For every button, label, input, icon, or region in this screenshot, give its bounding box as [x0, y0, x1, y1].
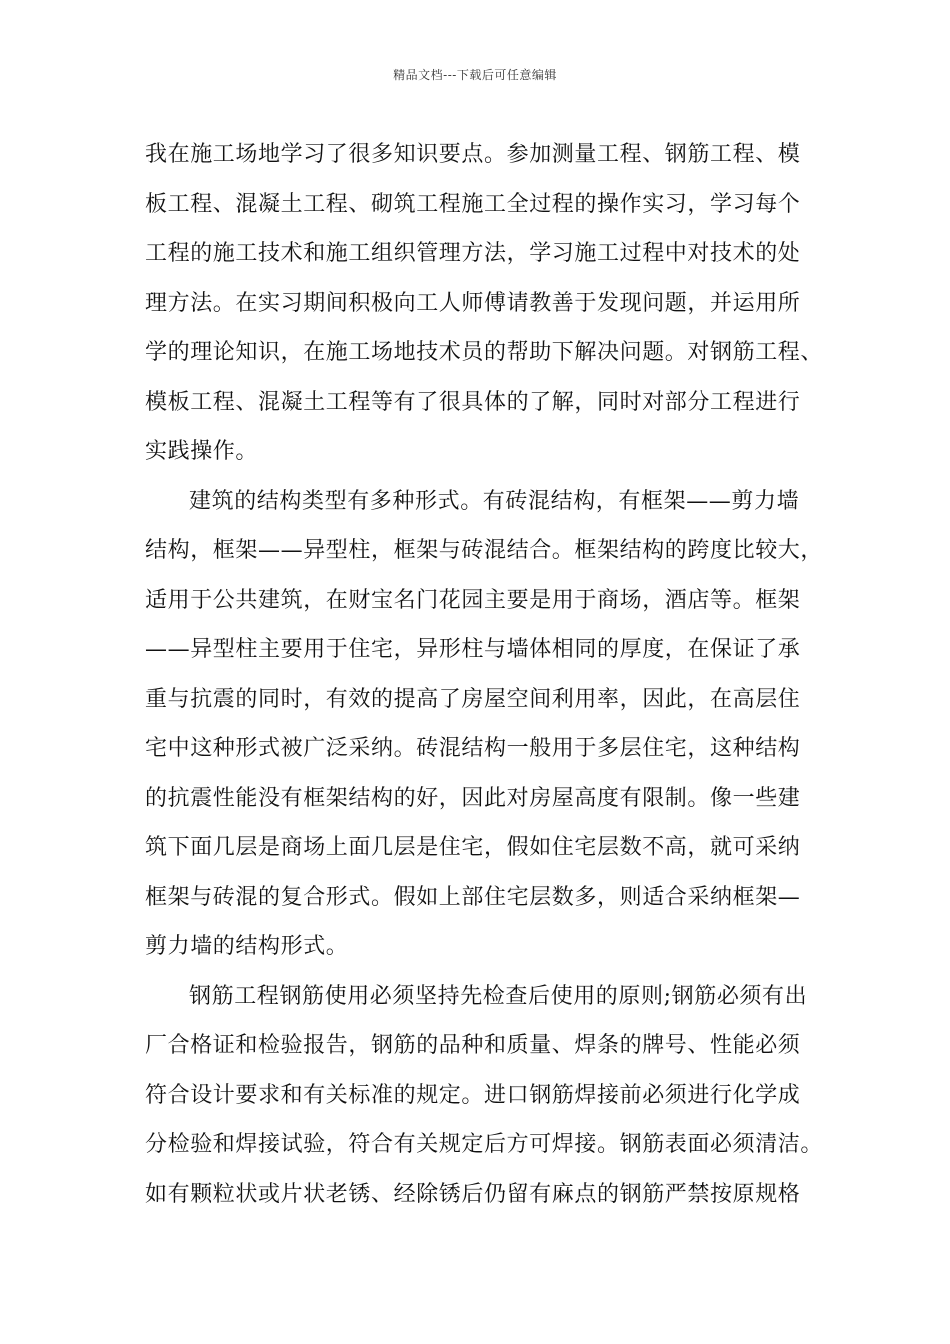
text-line: 钢筋工程钢筋使用必须坚持先检查后使用的原则;钢筋必须有出	[189, 983, 808, 1009]
text-line: 宅中这种形式被广泛采纳。砖混结构一般用于多层住宅，这种结构	[145, 736, 801, 761]
text-line: 实践操作。	[145, 439, 259, 464]
text-line: 理方法。在实习期间积极向工人师傅请教善于发现问题，并运用所	[145, 290, 801, 316]
text-line: 剪力墙的结构形式。	[145, 934, 349, 959]
text-line: 结构，框架——异型柱，框架与砖混结合。框架结构的跨度比较大，	[145, 538, 824, 563]
text-line: 板工程、混凝土工程、砌筑工程施工全过程的操作实习，学习每个	[145, 191, 801, 217]
text-line: 工程的施工技术和施工组织管理方法，学习施工过程中对技术的处	[145, 241, 801, 266]
text-line: 厂合格证和检验报告，钢筋的品种和质量、焊条的牌号、性能必须	[145, 1033, 801, 1058]
text-line: 的抗震性能没有框架结构的好，因此对房屋高度有限制。像一些建	[145, 785, 801, 811]
text-line: 学的理论知识，在施工场地技术员的帮助下解决问题。对钢筋工程、	[145, 340, 824, 365]
text-line: 筑下面几层是商场上面几层是住宅，假如住宅层数不高，就可采纳	[145, 835, 801, 860]
paragraph	[145, 130, 835, 477]
text-line: 分检验和焊接试验，符合有关规定后方可焊接。钢筋表面必须清洁。	[145, 1132, 824, 1157]
paragraph	[145, 972, 835, 1220]
text-line: 建筑的结构类型有多种形式。有砖混结构，有框架——剪力墙	[189, 488, 800, 514]
text-line: 重与抗震的同时，有效的提高了房屋空间利用率，因此，在高层住	[145, 686, 801, 712]
document-body	[145, 130, 835, 1219]
text-line: 适用于公共建筑，在财宝名门花园主要是用于商场，酒店等。框架	[145, 587, 801, 613]
text-line: 我在施工场地学习了很多知识要点。参加测量工程、钢筋工程、模	[145, 142, 801, 167]
text-line: 符合设计要求和有关标准的规定。进口钢筋焊接前必须进行化学成	[145, 1082, 801, 1108]
text-line: 如有颗粒状或片状老锈、经除锈后仍留有麻点的钢筋严禁按原规格	[145, 1181, 801, 1207]
paragraph	[145, 477, 835, 972]
text-line: 模板工程、混凝土工程等有了很具体的了解，同时对部分工程进行	[145, 389, 801, 415]
page-header: 精品文档---下载后可任意编辑	[393, 68, 557, 82]
text-line: 框架与砖混的复合形式。假如上部住宅层数多，则适合采纳框架—	[145, 884, 801, 910]
text-line: ——异型柱主要用于住宅，异形柱与墙体相同的厚度，在保证了承	[145, 637, 801, 662]
